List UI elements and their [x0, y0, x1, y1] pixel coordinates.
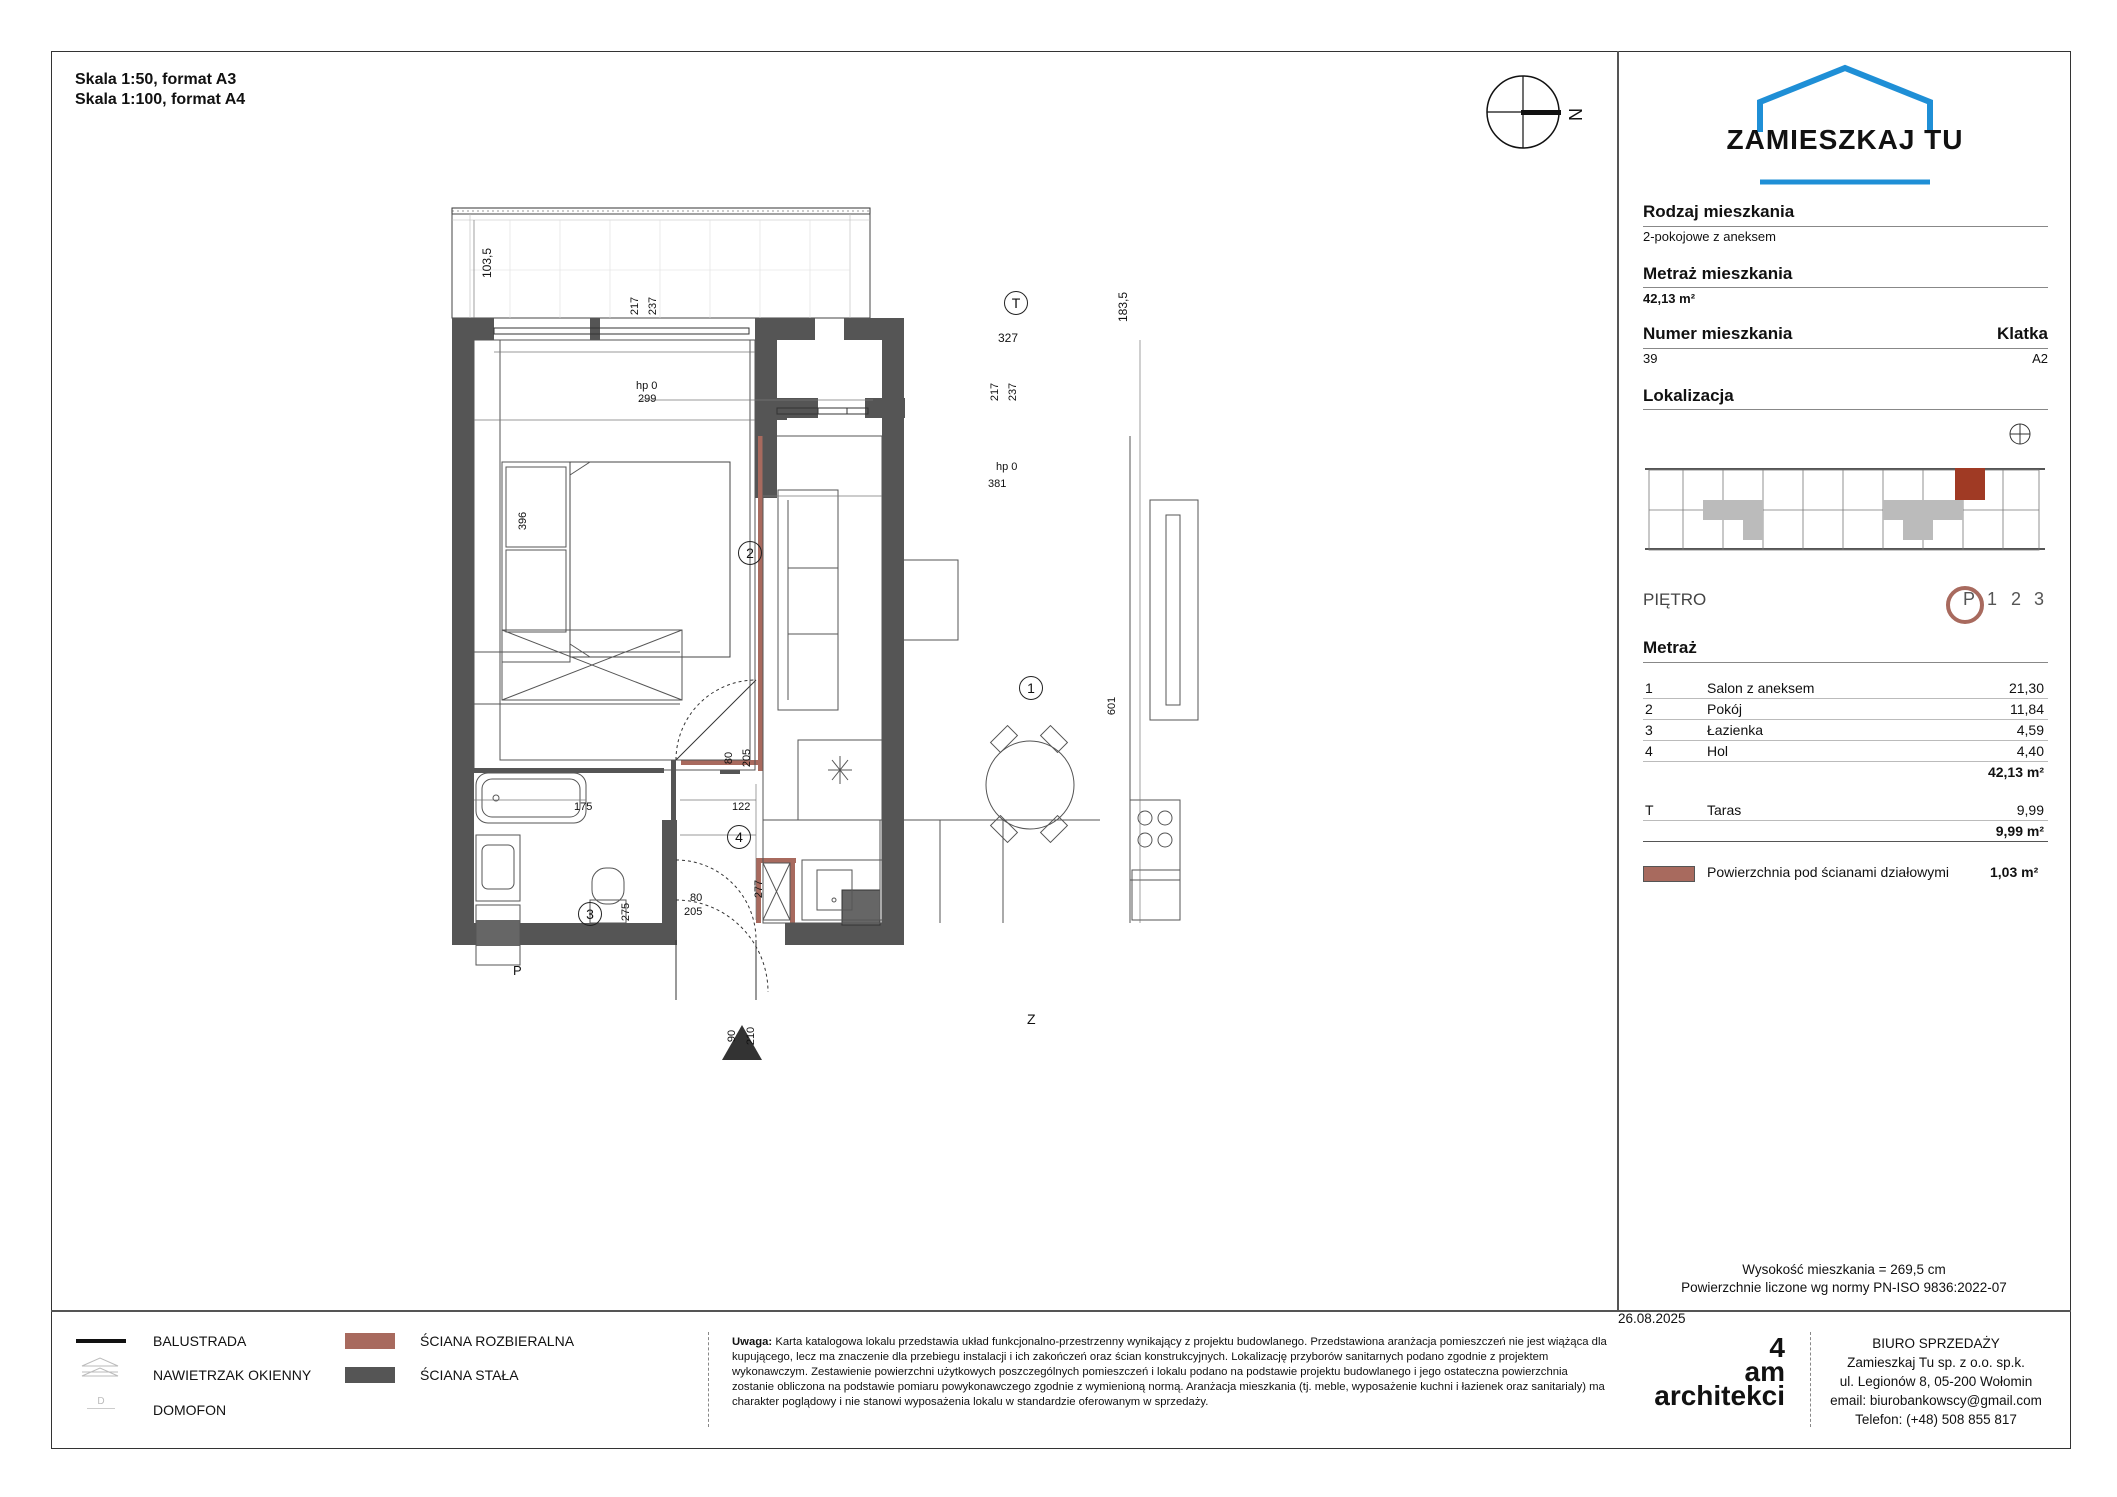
- compass-icon: [1485, 72, 1565, 152]
- scale-a3: Skala 1:50, format A3: [75, 71, 237, 88]
- dim-door1-h: 205: [741, 748, 754, 768]
- panel-divider: [1617, 51, 1619, 1311]
- doors: [676, 680, 768, 1000]
- dim-hp2: hp 0: [996, 461, 1018, 473]
- sales-email[interactable]: email: biurobankowscy@gmail.com: [1830, 1393, 2042, 1408]
- mini-compass-icon: [2008, 422, 2038, 446]
- walls-value: 1,03 m²: [1990, 864, 2039, 880]
- legend-solid-swatch: [345, 1367, 395, 1383]
- salon-furniture: [778, 490, 1198, 920]
- floor-plan: [440, 200, 1240, 1130]
- areas-label: Metraż: [1643, 638, 1697, 657]
- walls-swatch: [1643, 866, 1695, 882]
- dim-win2-a: 217: [989, 382, 1002, 402]
- terrace: [452, 208, 870, 318]
- legend-removable-swatch: [345, 1333, 395, 1349]
- scale-a4: Skala 1:100, format A4: [75, 91, 246, 108]
- fixture-z: Z: [1027, 1011, 1036, 1027]
- type-label: Rodzaj mieszkania: [1643, 202, 1795, 221]
- kitchen: [763, 436, 1180, 923]
- bed: [500, 340, 750, 760]
- floor-label: PIĘTRO: [1643, 590, 1707, 609]
- floor-3[interactable]: 3: [2034, 589, 2045, 609]
- dim-terrace-width: 327: [998, 331, 1019, 345]
- sales-phone[interactable]: Telefon: (+48) 508 855 817: [1855, 1412, 2017, 1427]
- location-map: [1643, 460, 2048, 560]
- dim-bath-h: 275: [620, 902, 633, 922]
- room-label-4: 4: [727, 825, 751, 849]
- room-label-1: 1: [1019, 676, 1043, 700]
- number-label: Numer mieszkania: [1643, 324, 1793, 343]
- legend-sciana-rozbieralna: ŚCIANA ROZBIERALNA: [420, 1333, 575, 1349]
- date: 26.08.2025: [1618, 1311, 1686, 1326]
- legend-balustrada-icon: [76, 1339, 126, 1343]
- brand-name: ZAMIESZKAJ TU: [1726, 124, 1964, 155]
- dim-door2-h: 205: [684, 906, 703, 918]
- room-row: 2 Pokój 11,84: [1643, 699, 2048, 720]
- number-value: 39: [1643, 351, 1658, 366]
- room-row: 1 Salon z aneksem 21,30: [1643, 678, 2048, 699]
- dim-win1-a: 217: [629, 296, 642, 316]
- apartment-highlight: [1955, 468, 1985, 500]
- disclaimer: Uwaga: Karta katalogowa lokalu przedstawia układ funkcjonalno-przestrzenny wynikający z projektu budowlanego. Przedstawiona aranżacja pomieszczeń nie jest wiążąca dla kupującego, lecz ma znaczenie dla przebiegu instalacji i ich zakończeń oraz ścian konstrukcyjnych. Lokalizację przyborów sanitarnych podano zgodnie z projektem wykonawczym. Zestawienie powierzchni użytkowych poszczególnych pomieszczeń i lokalu podano na podstawie projektu budowlanego i jego ostateczna powierzchnia zostanie obliczona na podstawie pomiaru powykonawczego zgodnie z wymienioną normą. Aranżacja mieszkania (tj. meble, wyposażenie kuchni i łazienek oraz sanitarialy) ma charakter poglądowy i nie stanowi wyposażenia lokalu w standardzie oferowanym w sprzedaży.: [732, 1336, 1607, 1408]
- walls-label: Powierzchnia pod ścianami działowymi: [1707, 864, 1949, 880]
- floor-2[interactable]: 2: [2011, 589, 2022, 609]
- room-row: 4 Hol 4,40: [1643, 741, 2048, 762]
- floor-p[interactable]: P: [1963, 589, 1976, 609]
- area-label: Metraż mieszkania: [1643, 264, 1793, 283]
- dim-w1: 299: [638, 393, 657, 405]
- legend-balustrada: BALUSTRADA: [153, 1333, 247, 1349]
- dim-hol-h: 277: [753, 879, 766, 899]
- legend-nawietrzak: NAWIETRZAK OKIENNY: [153, 1367, 312, 1383]
- dim-hol-w: 122: [732, 801, 751, 813]
- dim-hp1: hp 0: [636, 380, 658, 392]
- legend-domofon: DOMOFON: [153, 1402, 227, 1418]
- location-label: Lokalizacja: [1643, 386, 1734, 405]
- fixture-p: P: [513, 963, 522, 978]
- area-value: 42,13 m²: [1643, 291, 1696, 306]
- floor-1[interactable]: 1: [1987, 589, 1998, 609]
- north-label: N: [1565, 108, 1585, 121]
- legend-sciana-stala: ŚCIANA STAŁA: [420, 1367, 519, 1383]
- dim-bed: 396: [517, 511, 530, 531]
- terrace-table: [1643, 800, 2048, 842]
- terrace-row: T Taras 9,99: [1643, 800, 2048, 821]
- dim-w2: 381: [988, 478, 1007, 490]
- dim-door3-w: 90: [726, 1029, 739, 1043]
- room-label-3: 3: [578, 902, 602, 926]
- room-label-terrace: T: [1004, 291, 1028, 315]
- legend-domofon-icon: D: [87, 1396, 115, 1409]
- rooms-total: 42,13 m²: [1987, 764, 2044, 780]
- rooms-table: [1643, 678, 2048, 782]
- room-label-2: 2: [738, 541, 762, 565]
- architects-logo: 4 am architekci: [1654, 1332, 1785, 1411]
- dim-terrace-depth: 103,5: [480, 247, 495, 279]
- dim-terrace-depth2: 183,5: [1116, 291, 1131, 323]
- dim-win2-b: 237: [1007, 382, 1020, 402]
- dim-door3-h: 210: [745, 1026, 758, 1046]
- dim-door1-w: 80: [723, 751, 736, 765]
- stair-label: Klatka: [1996, 324, 2048, 343]
- footer-divider: [51, 1310, 2071, 1312]
- norm-note: Powierzchnie liczone wg normy PN-ISO 9836:2022-07: [1681, 1280, 2007, 1295]
- type-value: 2-pokojowe z aneksem: [1643, 229, 1776, 244]
- dim-win1-b: 237: [647, 296, 660, 316]
- dim-bath-len: 175: [574, 801, 593, 813]
- dim-salon-h: 601: [1106, 696, 1119, 716]
- room-row: 3 Łazienka 4,59: [1643, 720, 2048, 741]
- height-note: Wysokość mieszkania = 269,5 cm: [1742, 1262, 1946, 1277]
- removable-walls: [681, 436, 796, 923]
- dim-door2-w: 80: [690, 892, 703, 904]
- stair-value: A2: [2032, 351, 2048, 366]
- legend-vent-icon: [80, 1356, 120, 1386]
- terrace-total: 9,99 m²: [1995, 823, 2044, 839]
- sales-office: BIURO SPRZEDAŻY Zamieszkaj Tu sp. z o.o. sp.k. ul. Legionów 8, 05-200 Wołomin email: biurobankowscy@gmail.com Telefon: (+48) 508 855 817: [1830, 1336, 2042, 1427]
